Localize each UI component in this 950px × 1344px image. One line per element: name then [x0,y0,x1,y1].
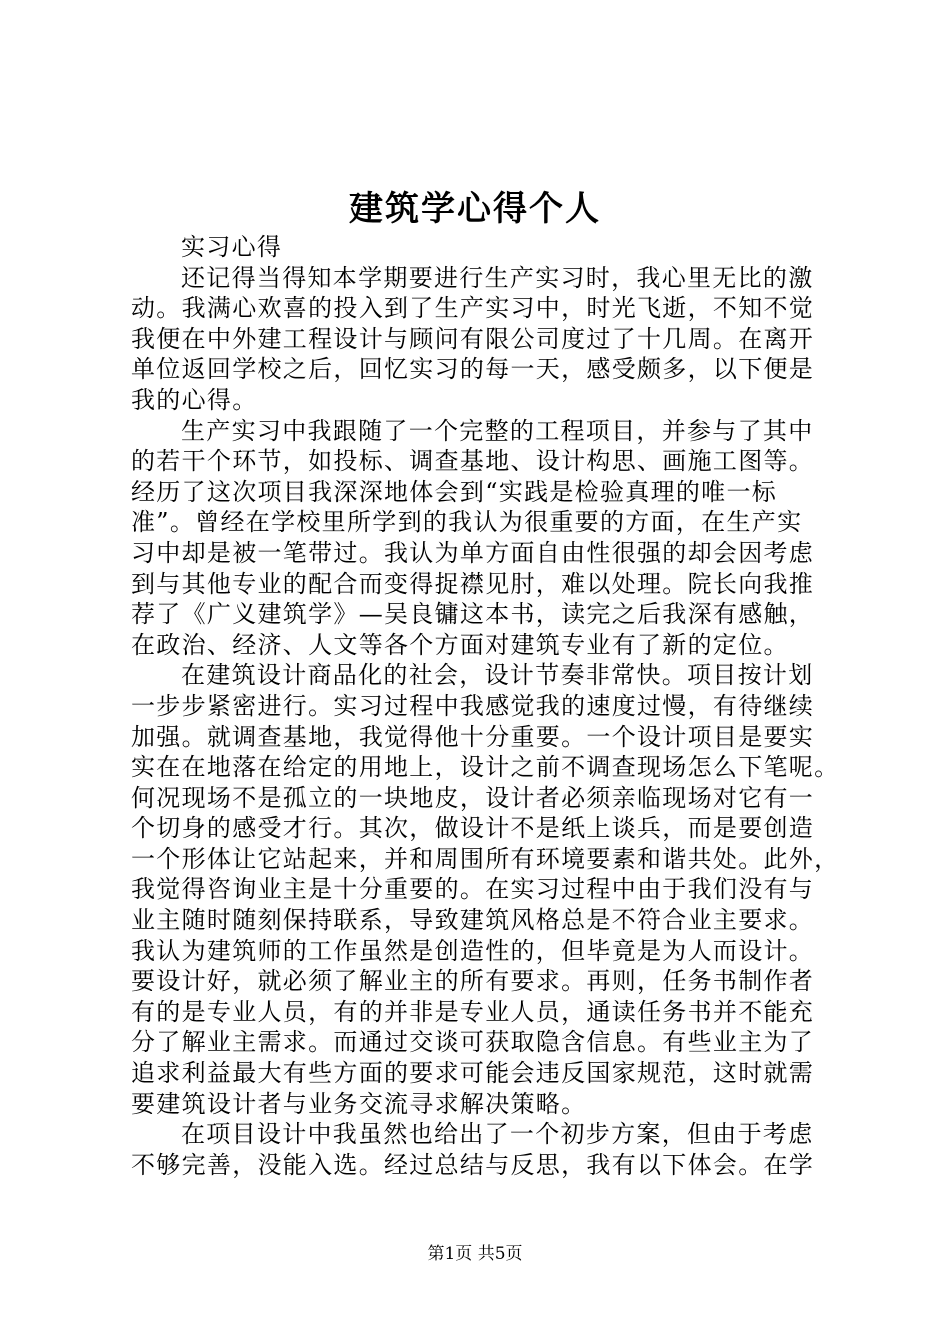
text-line: 动。我满心欢喜的投入到了生产实习中，时光飞逝，不知不觉 [131,294,815,323]
text-line: 到与其他专业的配合而变得捉襟见肘，难以处理。院长向我推 [131,569,815,598]
text-line: 单位返回学校之后，回忆实习的每一天，感受颇多，以下便是 [131,355,815,384]
text-line: 在建筑设计商品化的社会，设计节奏非常快。项目按计划 [181,661,814,690]
text-line: 我觉得咨询业主是十分重要的。在实习过程中由于我们没有与 [131,875,815,904]
document-body [131,232,840,1180]
text-line: 在政治、经济、人文等各个方面对建筑专业有了新的定位。 [131,630,789,659]
text-line: 我便在中外建工程设计与顾问有限公司度过了十几周。在离开 [131,324,815,353]
text-line: 荐了《广义建筑学》—吴良镛这本书，读完之后我深有感触， [131,600,815,629]
text-line: 一个形体让它站起来，并和周围所有环境要素和谐共处。此外， [131,844,840,873]
text-line: 分了解业主需求。而通过交谈可获取隐含信息。有些业主为了 [131,1028,815,1057]
text-line: 追求利益最大有些方面的要求可能会违反国家规范，这时就需 [131,1059,815,1088]
text-line: 何况现场不是孤立的一块地皮，设计者必须亲临现场对它有一 [131,783,815,812]
text-line: 习中却是被一笔带过。我认为单方面自由性很强的却会因考虑 [131,538,815,567]
text-line: 的若干个环节，如投标、调查基地、设计构思、画施工图等。 [131,447,815,476]
text-line: 准”。曾经在学校里所学到的我认为很重要的方面，在生产实 [131,508,803,537]
text-line: 在项目设计中我虽然也给出了一个初步方案，但由于考虑 [181,1120,814,1149]
text-line: 生产实习中我跟随了一个完整的工程项目，并参与了其中 [181,416,814,445]
text-line: 有的是专业人员，有的并非是专业人员，通读任务书并不能充 [131,997,815,1026]
text-line: 要建筑设计者与业务交流寻求解决策略。 [131,1089,587,1118]
text-line: 个切身的感受才行。其次，做设计不是纸上谈兵，而是要创造 [131,814,815,843]
page-footer: 第1页 共5页 [427,1244,523,1264]
text-line: 不够完善，没能入选。经过总结与反思，我有以下体会。在学 [131,1150,815,1179]
text-line: 还记得当得知本学期要进行生产实习时，我心里无比的激 [181,263,814,292]
text-line: 实习心得 [181,233,283,261]
text-line: 我的心得。 [131,385,258,414]
document-title: 建筑学心得个人 [349,189,601,229]
text-line: 要设计好，就必须了解业主的所有要求。再则，任务书制作者 [131,967,815,996]
text-line: 经历了这次项目我深深地体会到“实践是检验真理的唯一标 [131,477,778,506]
text-line: 一步步紧密进行。实习过程中我感觉我的速度过慢，有待继续 [131,691,815,720]
text-line: 我认为建筑师的工作虽然是创造性的，但毕竟是为人而设计。 [131,936,815,965]
text-line: 业主随时随刻保持联系，导致建筑风格总是不符合业主要求。 [131,906,815,935]
text-line: 实在在地落在给定的用地上，设计之前不调查现场怎么下笔呢。 [131,753,840,782]
text-line: 加强。就调查基地，我觉得他十分重要。一个设计项目是要实 [131,722,815,751]
